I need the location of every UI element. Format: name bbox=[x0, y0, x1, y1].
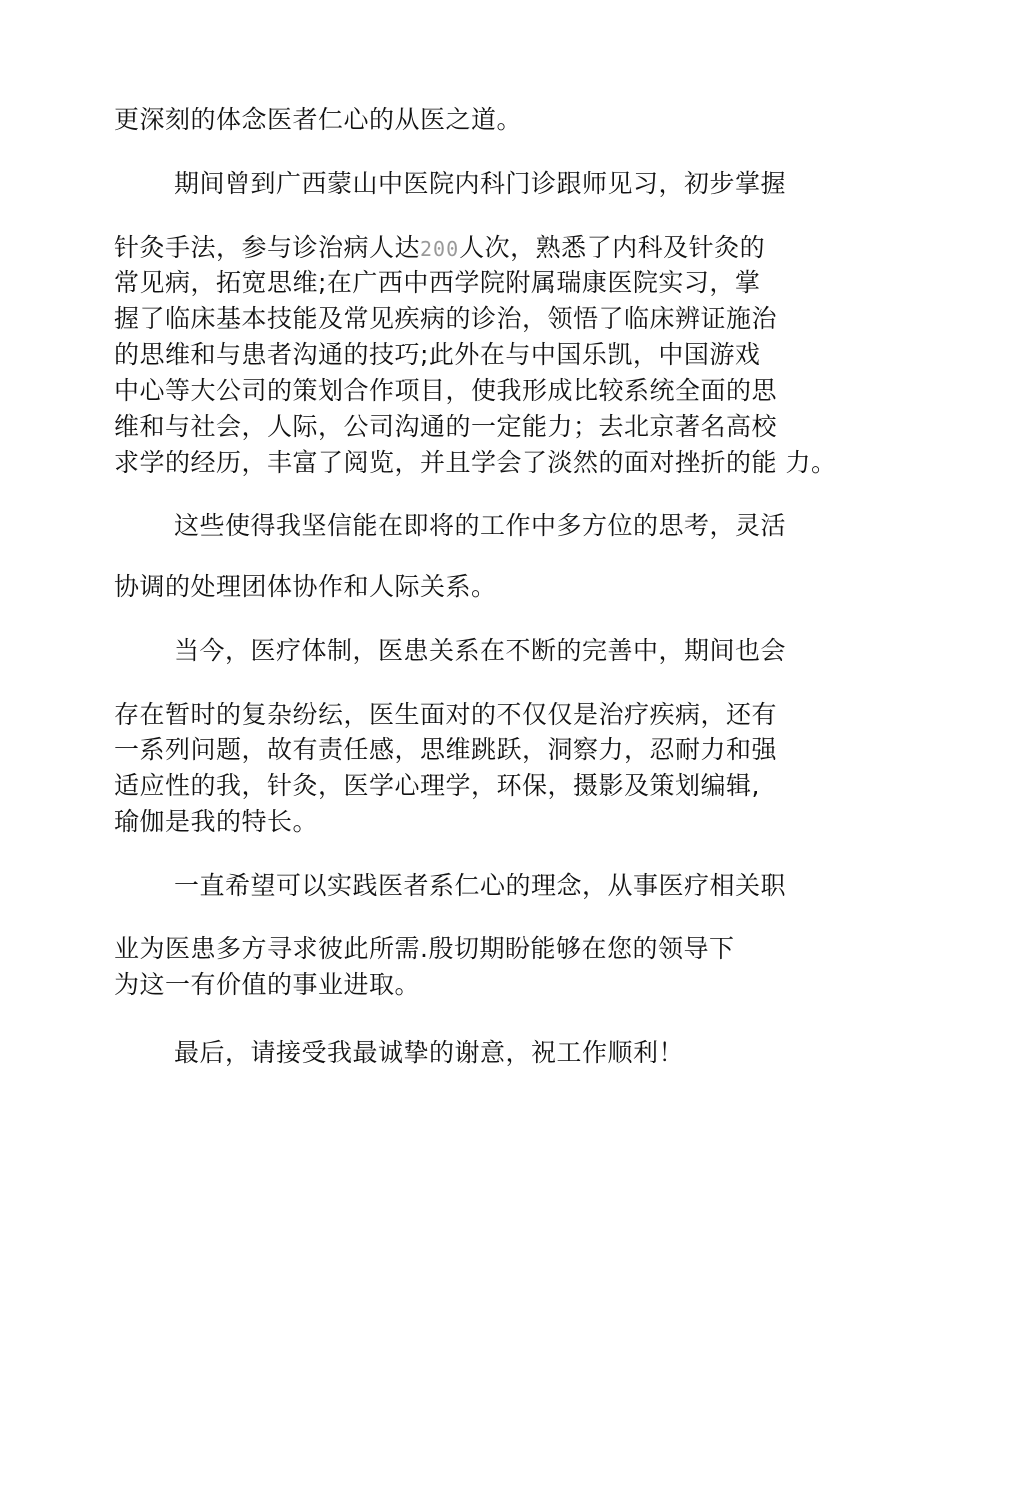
paragraph-first-line: 最后，请接受我最诚挚的谢意，祝工作顺利！ bbox=[174, 1038, 685, 1067]
text-line: 适应性的我，针灸，医学心理学，环保，摄影及策划编辑, bbox=[114, 771, 760, 800]
text-line: 的思维和与患者沟通的技巧;此外在与中国乐凯，中国游戏 bbox=[114, 340, 761, 369]
text-line: 求学的经历，丰富了阅览，并且学会了淡然的面对挫折的能 力。 bbox=[114, 448, 837, 477]
text-line: 一系列问题，故有责任感，思维跳跃，洞察力，忍耐力和强 bbox=[114, 735, 778, 764]
paragraph-first-line: 期间曾到广西蒙山中医院内科门诊跟师见习，初步掌握 bbox=[174, 169, 787, 198]
text-line bbox=[114, 231, 765, 266]
text-line: 业为医患多方寻求彼此所需.殷切期盼能够在您的领导下 bbox=[114, 934, 735, 963]
text-line: 协调的处理团体协作和人际关系。 bbox=[114, 572, 497, 601]
text-line: 瑜伽是我的特长。 bbox=[114, 807, 319, 836]
text-line: 常见病，拓宽思维;在广西中西学院附属瑞康医院实习，掌 bbox=[114, 268, 761, 297]
text-fragment: 人次，熟悉了内科及针灸的 bbox=[459, 233, 766, 262]
paragraph-first-line: 这些使得我坚信能在即将的工作中多方位的思考，灵活 bbox=[174, 511, 787, 540]
text-line: 中心等大公司的策划合作项目，使我形成比较系统全面的思 bbox=[114, 376, 778, 405]
number-200: 200 bbox=[420, 237, 460, 261]
text-line: 存在暂时的复杂纷纭，医生面对的不仅仅是治疗疾病，还有 bbox=[114, 700, 778, 729]
paragraph-first-line: 当今，医疗体制，医患关系在不断的完善中，期间也会 bbox=[174, 636, 787, 665]
text-line: 维和与社会，人际，公司沟通的一定能力；去北京著名高校 bbox=[114, 412, 778, 441]
paragraph-first-line: 一直希望可以实践医者系仁心的理念，从事医疗相关职 bbox=[174, 871, 787, 900]
text-line: 握了临床基本技能及常见疾病的诊治，领悟了临床辨证施治 bbox=[114, 304, 778, 333]
text-line: 为这一有价值的事业进取。 bbox=[114, 970, 421, 999]
text-line: 更深刻的体念医者仁心的从医之道。 bbox=[114, 105, 523, 134]
text-fragment: 针灸手法，参与诊治病人达 bbox=[114, 233, 421, 262]
